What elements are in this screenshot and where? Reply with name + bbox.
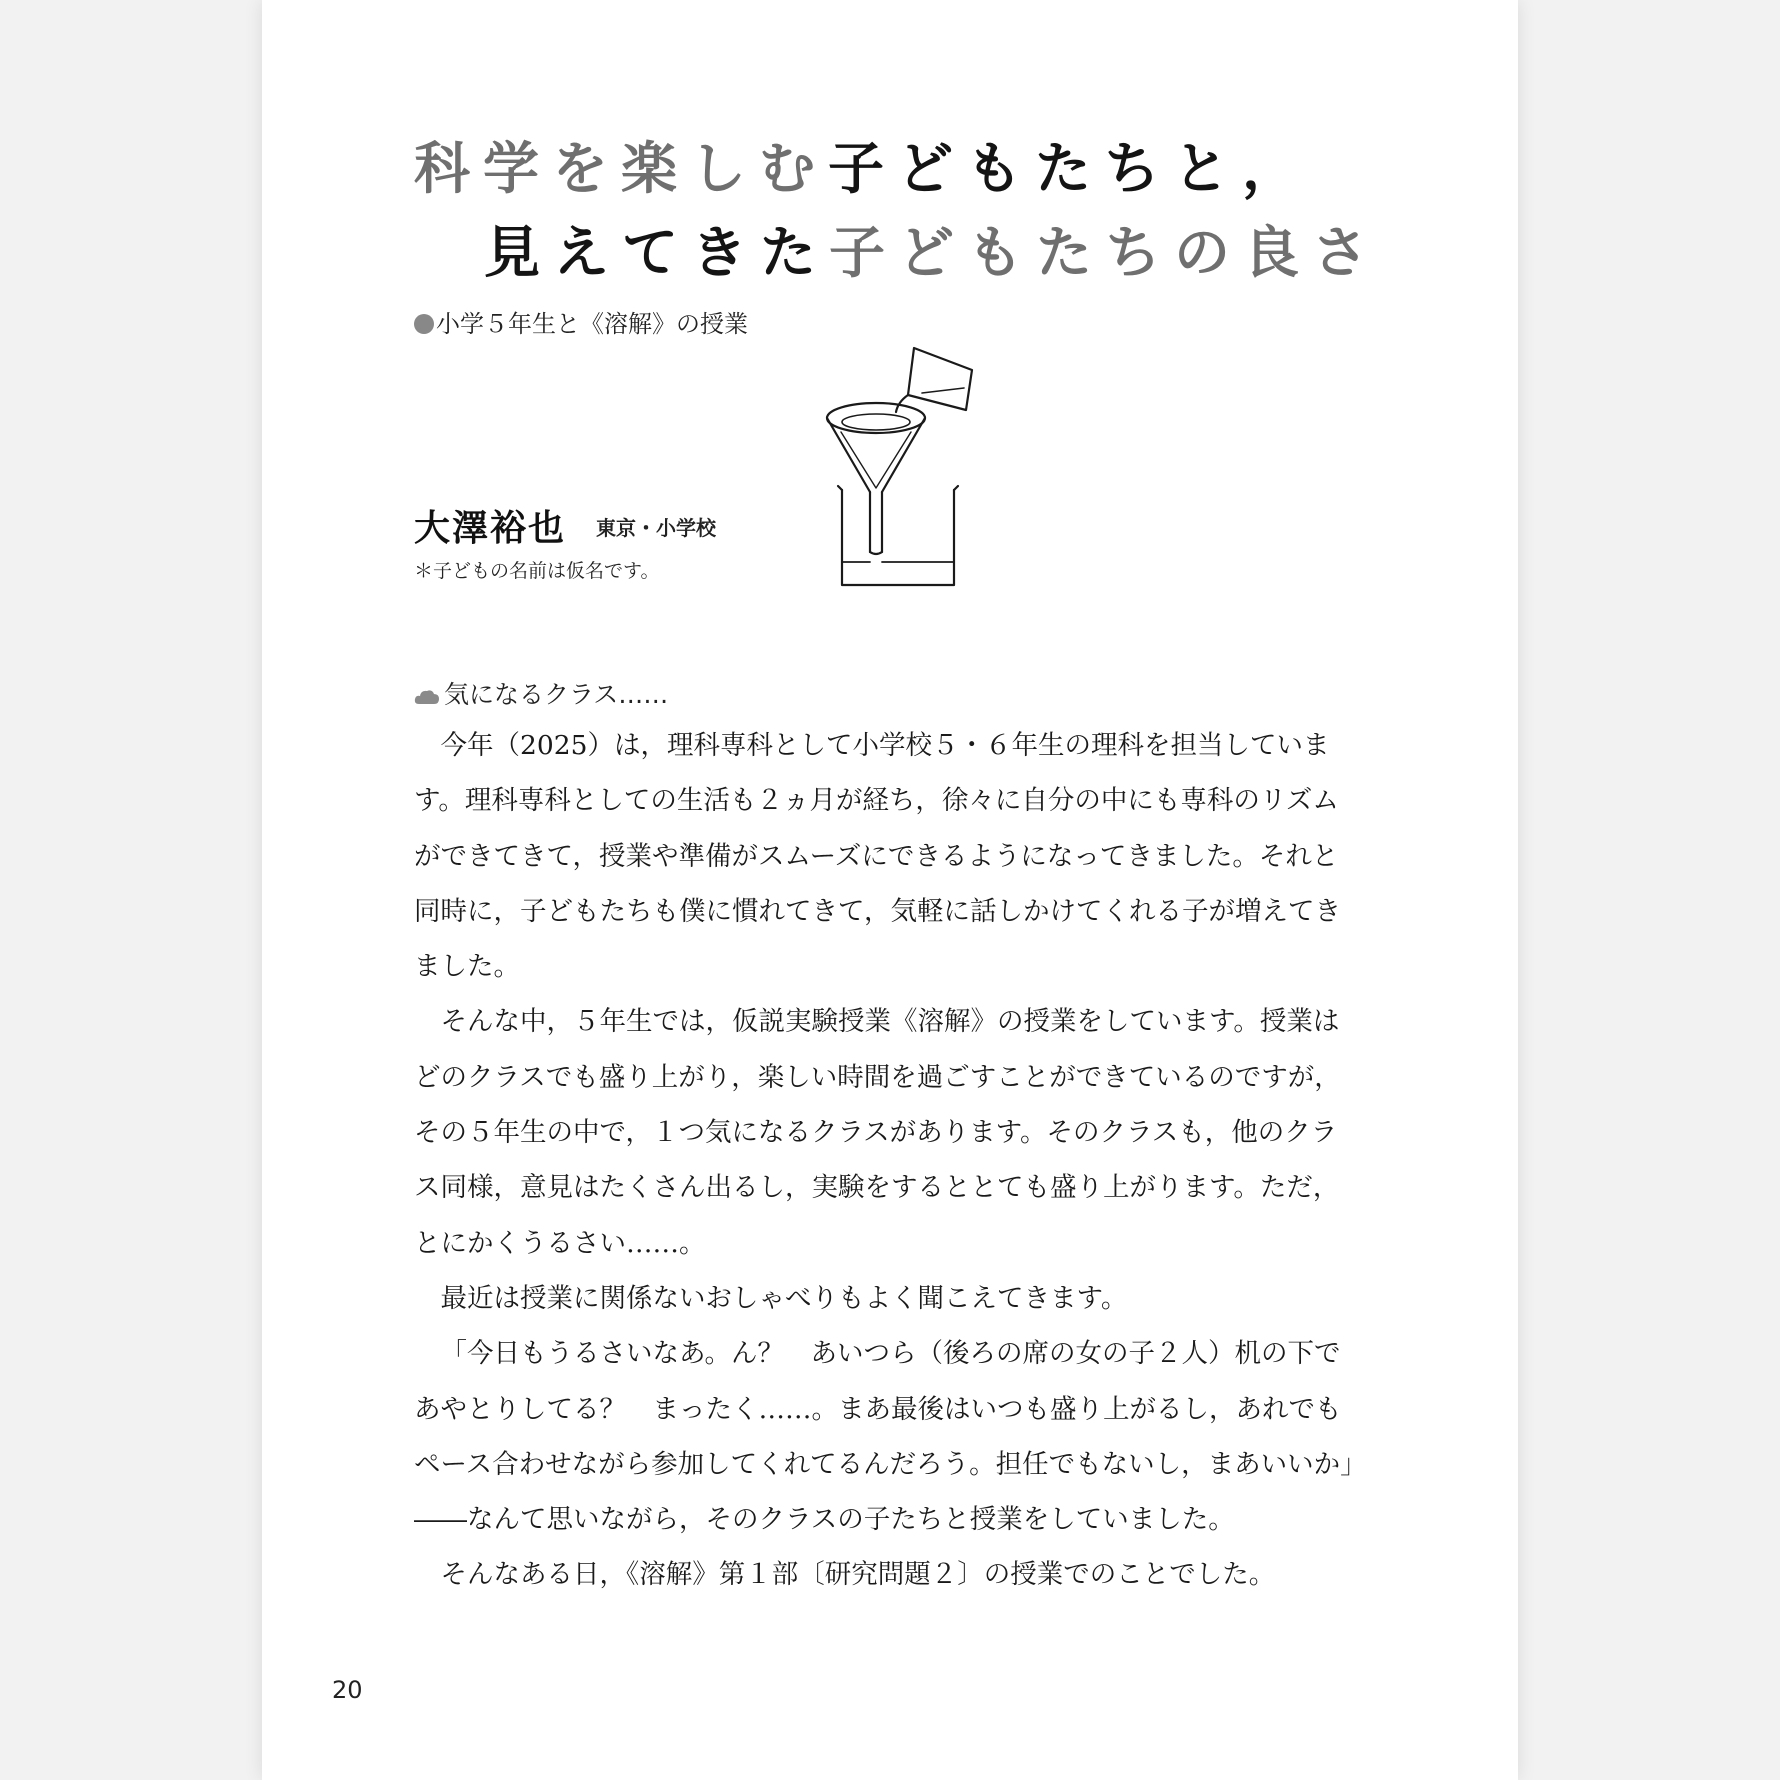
book-page [262, 0, 1518, 1780]
section-heading-text: 気になるクラス…… [444, 680, 669, 709]
author-affiliation: 東京・小学校 [596, 516, 716, 540]
author-name: 大澤裕也 [414, 507, 567, 549]
funnel-filtration-icon [814, 340, 1004, 590]
paragraph: 今年（2025）は，理科専科として小学校５・６年生の理科を担当しています。理科専科としての生活も２ヵ月が経ち，徐々に自分の中にも専科のリズムができてきて，授業や準備がスムーズにできるようになってきました。それと同時に，子どもたちも僕に慣れてきて，気軽に話しかけてくれる子が増えてきました。 [414, 730, 1341, 983]
paragraph: そんなある日，《溶解》第１部〔研究問題２〕の授業でのことでした。 [440, 1559, 1276, 1591]
cloud-icon [414, 688, 440, 706]
title-part-gray: 子どもたちの良さ [829, 221, 1381, 286]
subtitle-text: 小学５年生と《溶解》の授業 [436, 310, 748, 338]
title-part-black: 子どもたちと， [828, 137, 1311, 202]
title-part-gray: 科学を楽しむ [414, 137, 828, 202]
subtitle [414, 304, 748, 339]
title-line-2 [484, 221, 1381, 286]
article-body [414, 718, 1354, 1603]
page-number: 20 [332, 1676, 363, 1704]
paragraph: 「今日もうるさいなあ。ん？ あいつら（後ろの席の女の子２人）机の下であやとりしてる？ まったく……。まあ最後はいつも盛り上がるし，あれでもペース合わせながら参加してくれてるんだろう。担任でもないし，まあいいか」――なんて思いながら，そのクラスの子たちと授業をしていました。 [414, 1338, 1354, 1536]
section-heading [414, 675, 668, 711]
title-part-black: 見えてきた [484, 221, 829, 286]
paragraph: 最近は授業に関係ないおしゃべりもよく聞こえてきます。 [440, 1282, 1128, 1314]
paragraph: そんな中，５年生では，仮説実験授業《溶解》の授業をしています。授業はどのクラスでも盛り上がり，楽しい時間を過ごすことができているのですが，その５年生の中で，１つ気になるクラスがあります。そのクラスも，他のクラス同様，意見はたくさん出るし，実験をするととても盛り上がります。ただ，とにかくうるさい……。 [414, 1006, 1341, 1259]
author-note: ＊子どもの名前は仮名です。 [414, 560, 660, 582]
title-line-1 [414, 137, 1311, 202]
bullet-circle-icon [414, 314, 434, 334]
